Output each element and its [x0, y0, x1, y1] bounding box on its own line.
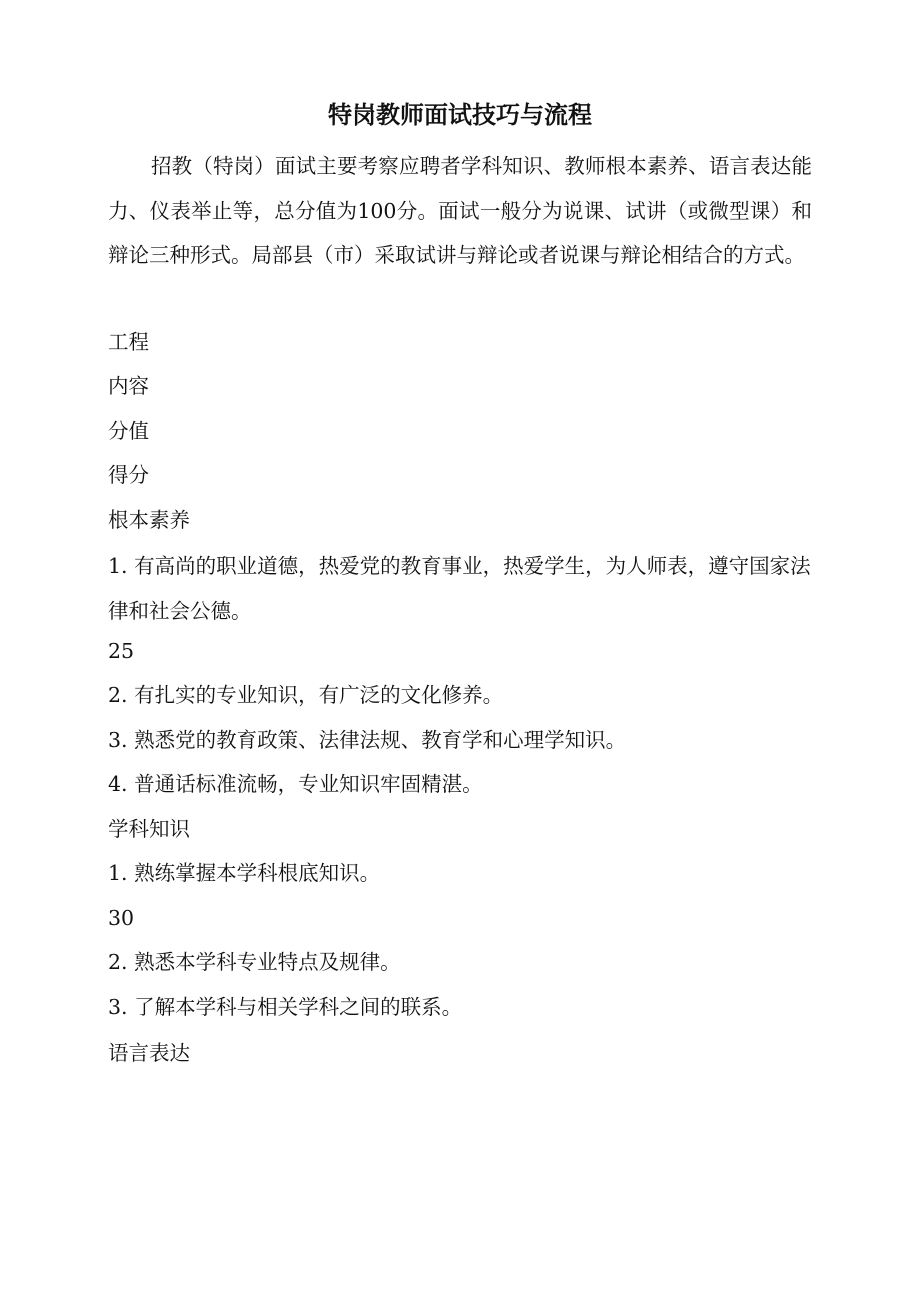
table-header-content: 内容 [108, 374, 149, 398]
section-name: 根本素养 [108, 508, 190, 532]
table-header-score: 分值 [108, 419, 149, 443]
section-name: 学科知识 [108, 817, 190, 841]
list-item: 2. 有扎实的专业知识，有广泛的文化修养。 [108, 683, 504, 707]
document-title: 特岗教师面试技巧与流程 [328, 101, 592, 129]
section-name: 语言表达 [108, 1041, 190, 1065]
list-item: 3. 熟悉党的教育政策、法律法规、教育学和心理学知识。 [108, 728, 627, 752]
list-item: 4. 普通话标准流畅，专业知识牢固精湛。 [108, 772, 483, 796]
section-score: 25 [108, 639, 135, 663]
section-score: 30 [108, 906, 135, 930]
intro-paragraph: 招教（特岗）面试主要考察应聘者学科知识、教师根本素养、语言表达能力、仪表举止等，总分值为100分。面试一般分为说课、试讲（或微型课）和辩论三种形式。局部县（市）采取试讲与辩论或者说课与辩论相结合的方式。 [108, 154, 812, 267]
table-header-result: 得分 [108, 463, 149, 487]
list-item: 2. 熟悉本学科专业特点及规律。 [108, 950, 401, 974]
list-item: 1. 有高尚的职业道德，热爱党的教育事业，热爱学生，为人师表，遵守国家法律和社会公德。 [108, 554, 811, 623]
list-item: 3. 了解本学科与相关学科之间的联系。 [108, 995, 463, 1019]
list-item: 1. 熟练掌握本学科根底知识。 [108, 861, 381, 885]
table-header-project: 工程 [108, 330, 149, 354]
